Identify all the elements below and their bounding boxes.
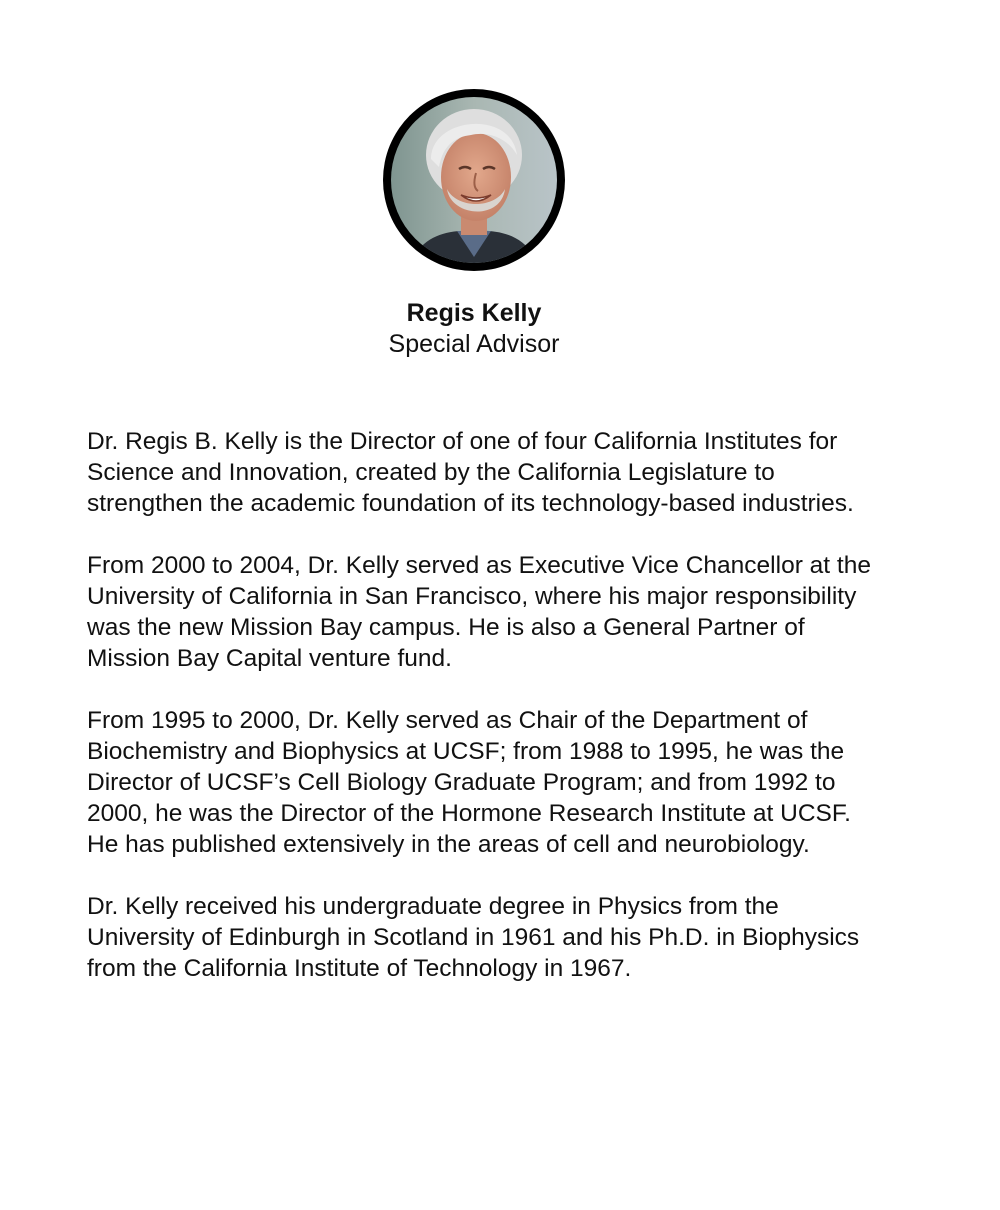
avatar [383,89,565,271]
bio-paragraph: Dr. Regis B. Kelly is the Director of one of four California Institutes for Science and Innovation, created by the California Legislature to strengthen the academic foundation of its technology-based industries. [87,428,854,517]
biography [87,426,887,1015]
person-name: Regis Kelly [406,299,542,327]
bio-paragraph: From 2000 to 2004, Dr. Kelly served as Executive Vice Chancellor at the University of California in San Francisco, where his major responsibility was the new Mission Bay campus. He is also a General Partner of Mission Bay Capital venture fund. [87,552,871,672]
person-role: Special Advisor [388,330,560,358]
portrait-photo [391,97,557,263]
bio-paragraph: From 1995 to 2000, Dr. Kelly served as Chair of the Department of Biochemistry and Biophysics at UCSF; from 1988 to 1995, he was the Director of UCSF’s Cell Biology Graduate Program; and from 1992 to 2000, he was the Director of the Hormone Research Institute at UCSF. He has published extensively in the areas of cell and neurobiology. [87,707,851,858]
bio-paragraph: Dr. Kelly received his undergraduate degree in Physics from the University of Edinburgh in Scotland in 1961 and his Ph.D. in Biophysics from the California Institute of Technology in 1967. [87,893,860,982]
